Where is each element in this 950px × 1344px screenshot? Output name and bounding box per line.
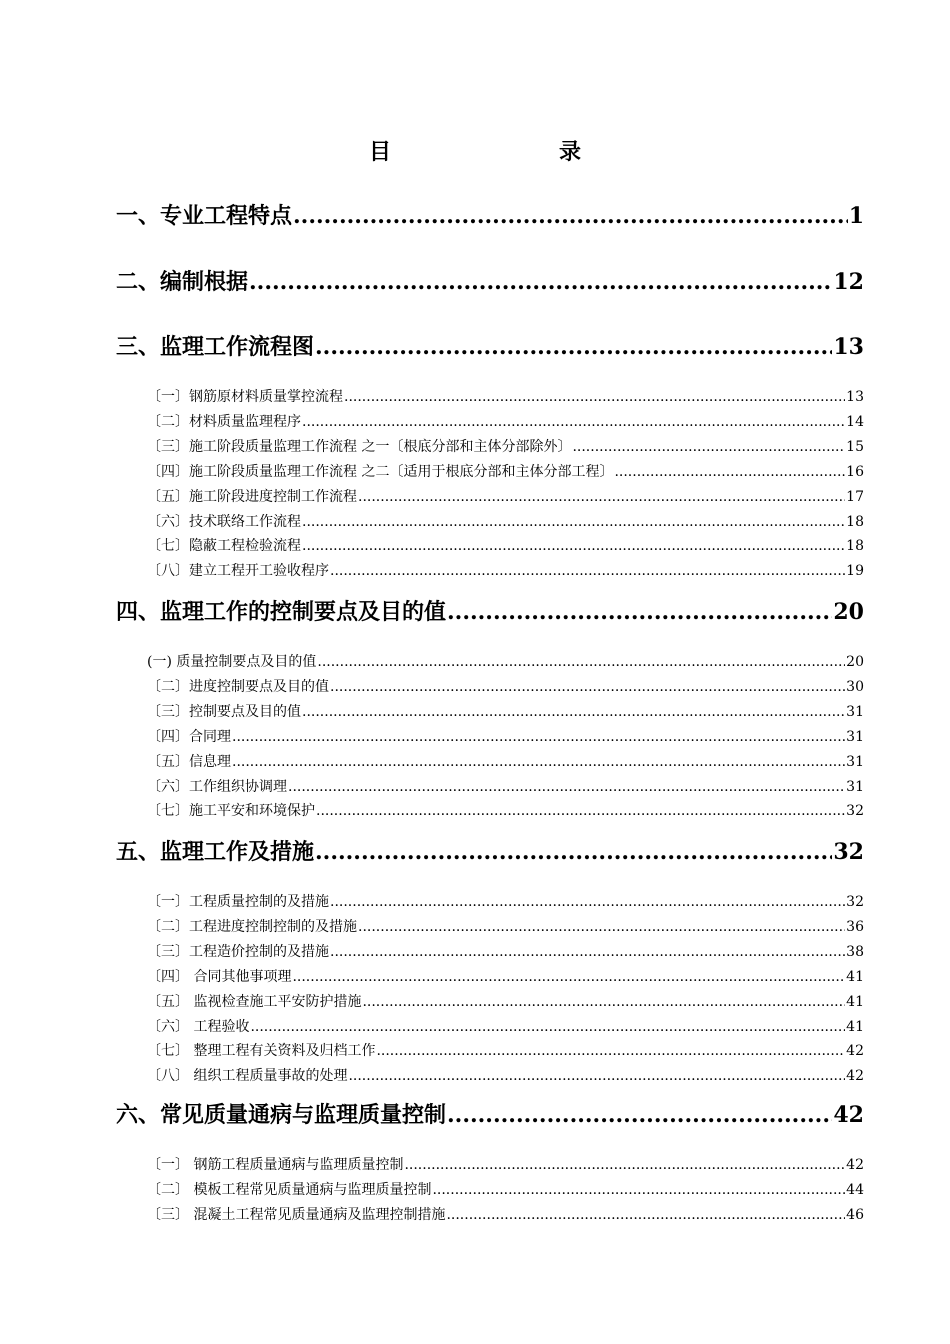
toc-entry-label: 〔五〕 监视检查施工平安防护措施 (147, 994, 362, 1010)
toc-entry-label: 〔一〕钢筋原材料质量掌控流程 (147, 389, 343, 405)
toc-section-6[interactable] (116, 1099, 864, 1131)
dot-leader (446, 1205, 845, 1225)
dot-leader (330, 561, 845, 581)
toc-entry-label: 〔八〕 组织工程质量事故的处理 (147, 1068, 348, 1084)
dot-leader (232, 752, 845, 772)
toc-page-number: 13 (846, 389, 864, 405)
dot-leader (316, 801, 845, 821)
toc-page-number: 31 (846, 704, 864, 720)
toc-entry-label: 〔四〕 合同其他事项理 (147, 969, 292, 985)
toc-subsection[interactable] (147, 727, 864, 747)
toc-entry-label: 〔三〕控制要点及目的值 (147, 704, 301, 720)
toc-page-number: 31 (846, 779, 864, 795)
toc-page-number: 32 (846, 894, 864, 910)
toc-entry-label: 一、专业工程特点 (116, 203, 293, 229)
toc-entry-label: 三、监理工作流程图 (116, 334, 315, 360)
dot-leader (232, 727, 845, 747)
toc-subsection[interactable] (147, 702, 864, 722)
dot-leader (358, 917, 845, 937)
toc-subsection[interactable] (147, 917, 864, 937)
dot-leader (447, 596, 832, 628)
toc-section-5[interactable] (116, 836, 864, 868)
toc-subsection[interactable] (147, 801, 864, 821)
toc-subsection[interactable] (147, 652, 864, 672)
toc-subsection[interactable] (147, 1155, 864, 1175)
toc-entry-label: 六、常见质量通病与监理质量控制 (116, 1102, 447, 1128)
dot-leader (302, 412, 845, 432)
toc-page-number: 32 (846, 803, 864, 819)
toc-section-4[interactable] (116, 596, 864, 628)
toc-entry-label: 〔三〕施工阶段质量监理工作流程 之一〔根底分部和主体分部除外〕 (147, 439, 572, 455)
toc-entry-label: 〔二〕工程进度控制控制的及措施 (147, 919, 357, 935)
toc-subsection[interactable] (147, 1066, 864, 1086)
dot-leader (376, 1041, 845, 1061)
dot-leader (358, 487, 845, 507)
toc-page-number: 32 (833, 839, 864, 865)
toc-page-number: 1 (848, 203, 864, 229)
dot-leader (344, 387, 845, 407)
toc-page-number: 30 (846, 679, 864, 695)
toc-page-number: 42 (846, 1043, 864, 1059)
toc-page-number: 12 (833, 269, 864, 295)
dot-leader (362, 992, 845, 1012)
toc-subsection[interactable] (147, 1180, 864, 1200)
dot-leader (404, 1155, 845, 1175)
toc-subsection[interactable] (147, 561, 864, 581)
toc-subsection[interactable] (147, 1041, 864, 1061)
dot-leader (292, 967, 845, 987)
dot-leader (330, 942, 845, 962)
dot-leader (249, 266, 832, 298)
dot-leader (315, 331, 832, 363)
dot-leader (293, 200, 848, 232)
toc-subsection[interactable] (147, 512, 864, 532)
toc-page-number: 17 (846, 489, 864, 505)
dot-leader (315, 836, 832, 868)
dot-leader (302, 536, 845, 556)
dot-leader (348, 1066, 845, 1086)
toc-subsection[interactable] (147, 777, 864, 797)
toc-entry-label: (一) 质量控制要点及目的值 (147, 654, 317, 670)
toc-page-number: 13 (833, 334, 864, 360)
dot-leader (250, 1017, 845, 1037)
toc-entry-label: 〔二〕材料质量监理程序 (147, 414, 301, 430)
toc-page-number: 42 (833, 1102, 864, 1128)
toc-entry-label: 四、监理工作的控制要点及目的值 (116, 599, 447, 625)
toc-entry-label: 〔三〕 混凝土工程常见质量通病及监理控制措施 (147, 1207, 446, 1223)
toc-subsection[interactable] (147, 387, 864, 407)
toc-subsection[interactable] (147, 487, 864, 507)
toc-subsection[interactable] (147, 992, 864, 1012)
toc-page-number: 19 (846, 563, 864, 579)
toc-entry-label: 〔六〕 工程验收 (147, 1019, 250, 1035)
toc-page-number: 42 (846, 1157, 864, 1173)
toc-entry-label: 〔七〕施工平安和环境保护 (147, 803, 315, 819)
toc-subsection[interactable] (147, 967, 864, 987)
toc-page-number: 15 (846, 439, 864, 455)
dot-leader (432, 1180, 845, 1200)
toc-page-number: 18 (846, 538, 864, 554)
toc-subsection[interactable] (147, 462, 864, 482)
dot-leader (317, 652, 845, 672)
toc-entry-label: 〔三〕工程造价控制的及措施 (147, 944, 329, 960)
toc-subsection[interactable] (147, 536, 864, 556)
toc-entry-label: 〔二〕进度控制要点及目的值 (147, 679, 329, 695)
toc-page-number: 41 (846, 969, 864, 985)
toc-page-number: 38 (846, 944, 864, 960)
toc-entry-label: 〔五〕施工阶段进度控制工作流程 (147, 489, 357, 505)
toc-page-number: 31 (846, 729, 864, 745)
toc-subsection[interactable] (147, 412, 864, 432)
toc-page-number: 41 (846, 1019, 864, 1035)
dot-leader (302, 702, 845, 722)
dot-leader (330, 677, 845, 697)
toc-subsection[interactable] (147, 1017, 864, 1037)
toc-section-3[interactable] (116, 331, 864, 363)
toc-page-number: 41 (846, 994, 864, 1010)
toc-subsection[interactable] (147, 752, 864, 772)
toc-page-number: 46 (846, 1207, 864, 1223)
toc-page-number: 31 (846, 754, 864, 770)
toc-subsection[interactable] (147, 892, 864, 912)
toc-page-number: 18 (846, 514, 864, 530)
toc-entry-label: 〔六〕技术联络工作流程 (147, 514, 301, 530)
toc-page-number: 14 (846, 414, 864, 430)
toc-title-left: 目 (368, 139, 391, 165)
dot-leader (288, 777, 845, 797)
toc-page-number: 20 (833, 599, 864, 625)
toc-subsection[interactable] (147, 437, 864, 457)
dot-leader (302, 512, 845, 532)
toc-entry-label: 〔四〕合同理 (147, 729, 231, 745)
toc-page-number: 20 (846, 654, 864, 670)
toc-entry-label: 〔二〕 模板工程常见质量通病与监理质量控制 (147, 1182, 432, 1198)
toc-entry-label: 〔七〕 整理工程有关资料及归档工作 (147, 1043, 376, 1059)
dot-leader (572, 437, 845, 457)
toc-entry-label: 〔六〕工作组织协调理 (147, 779, 287, 795)
toc-entry-label: 〔八〕建立工程开工验收程序 (147, 563, 329, 579)
toc-entry-label: 〔七〕隐蔽工程检验流程 (147, 538, 301, 554)
toc-page-number: 42 (846, 1068, 864, 1084)
dot-leader (330, 892, 845, 912)
toc-subsection[interactable] (147, 677, 864, 697)
toc-section-1[interactable] (116, 200, 864, 232)
toc-page-number: 16 (846, 464, 864, 480)
toc-entry-label: 五、监理工作及措施 (116, 839, 315, 865)
toc-entry-label: 〔一〕 钢筋工程质量通病与监理质量控制 (147, 1157, 404, 1173)
toc-entry-label: 〔五〕信息理 (147, 754, 231, 770)
toc-entry-label: 〔四〕施工阶段质量监理工作流程 之二〔适用于根底分部和主体分部工程〕 (147, 464, 614, 480)
toc-section-2[interactable] (116, 266, 864, 298)
toc-page-number: 36 (846, 919, 864, 935)
toc-entry-label: 〔一〕工程质量控制的及措施 (147, 894, 329, 910)
dot-leader (447, 1099, 832, 1131)
toc-page-number: 44 (846, 1182, 864, 1198)
toc-subsection[interactable] (147, 1205, 864, 1225)
toc-title-right: 录 (559, 139, 582, 165)
dot-leader (614, 462, 845, 482)
toc-subsection[interactable] (147, 942, 864, 962)
toc-entry-label: 二、编制根据 (116, 269, 249, 295)
